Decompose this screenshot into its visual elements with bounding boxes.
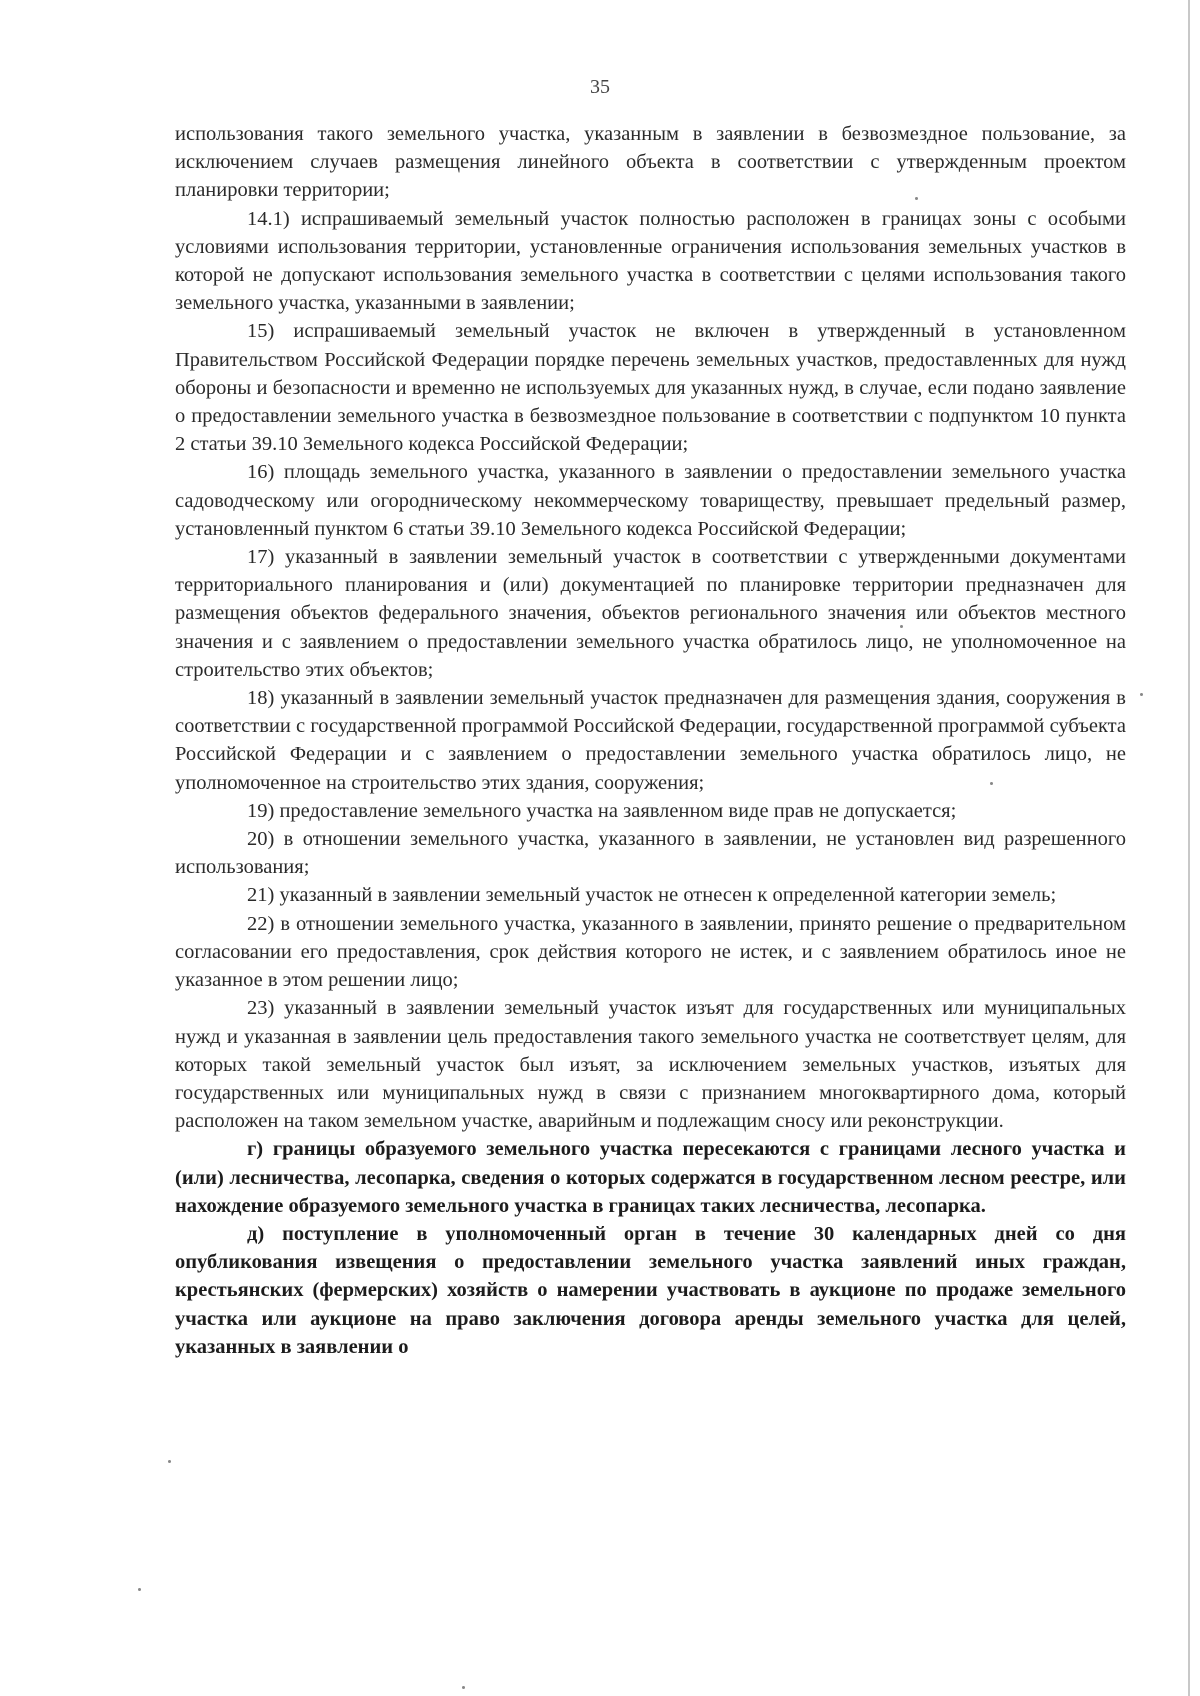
- scan-edge-line: [1188, 0, 1190, 1696]
- scan-speck: [138, 1588, 141, 1591]
- paragraph-17: 17) указанный в заявлении земельный участок в соответствии с утвержденными документами территориального планирования и (или) документацией по планировке территории предназначен для размещения объектов федерального значения, объектов регионального значения или объектов местного значения и с заявлением о предоставлении земельного участка обратилось лицо, не уполномоченное на строительство этих объектов;: [175, 546, 1126, 681]
- paragraph-22: 22) в отношении земельного участка, указанного в заявлении, принято решение о предварительном согласовании его предоставления, срок действия которого не истек, и с заявлением обратилось иное не указанное в этом решении лицо;: [175, 912, 1126, 992]
- scan-speck: [1140, 693, 1143, 696]
- paragraph-14-1: 14.1) испрашиваемый земельный участок полностью расположен в границах зоны с особыми условиями использования территории, установленные ограничения использования земельных участков в которой не допускают использования земельного участка в соответствии с целями использования такого земельного участка, указанными в заявлении;: [175, 207, 1126, 315]
- paragraph-continuation: использования такого земельного участка, указанным в заявлении в безвозмездное пользование, за исключением случаев размещения линейного объекта в соответствии с утвержденным проектом планировки территории;: [175, 123, 1126, 202]
- paragraph-g: г) границы образуемого земельного участка пересекаются с границами лесного участка и (или) лесничества, лесопарка, сведения о которых содержатся в государственном лесном реестре, или нахождение образуемого земельного участка в границах таких лесничества, лесопарка.: [175, 1138, 1126, 1217]
- page-number: 35: [590, 76, 610, 98]
- document-body: [175, 120, 1126, 1361]
- scan-speck: [900, 625, 903, 628]
- scan-speck: [462, 1686, 465, 1689]
- paragraph-18: 18) указанный в заявлении земельный участок предназначен для размещения здания, сооружения в соответствии с государственной программой Российской Федерации, государственной программой субъекта Российской Федерации и с заявлением о предоставлении земельного участка обратилось лицо, не уполномоченное на строительство этих здания, сооружения;: [175, 687, 1126, 794]
- paragraph-21: 21) указанный в заявлении земельный участок не отнесен к определенной категории земель;: [247, 884, 1057, 907]
- paragraph-20: 20) в отношении земельного участка, указанного в заявлении, не установлен вид разрешенного использования;: [175, 828, 1126, 879]
- paragraph-15: 15) испрашиваемый земельный участок не включен в утвержденный в установленном Правительством Российской Федерации порядке перечень земельных участков, предоставленных для нужд обороны и безопасности и временно не используемых для указанных нужд, в случае, если подано заявление о предоставлении земельного участка в безвозмездное пользование в соответствии с подпунктом 10 пункта 2 статьи 39.10 Земельного кодекса Российской Федерации;: [175, 320, 1126, 456]
- paragraph-d: д) поступление в уполномоченный орган в течение 30 календарных дней со дня опубликования извещения о предоставлении земельного участка заявлений иных граждан, крестьянских (фермерских) хозяйств о намерении участвовать в аукционе по продаже земельного участка или аукционе на право заключения договора аренды земельного участка для целей, указанных в заявлении о: [175, 1222, 1126, 1358]
- scan-speck: [168, 1460, 171, 1463]
- scan-speck: [990, 782, 993, 785]
- paragraph-23: 23) указанный в заявлении земельный участок изъят для государственных или муниципальных нужд и указанная в заявлении цель предоставления такого земельного участка не соответствует целям, для которых такой земельный участок был изъят, за исключением земельных участков, изъятых для государственных или муниципальных нужд в связи с признанием многоквартирного дома, который расположен на таком земельном участке, аварийным и подлежащим сносу или реконструкции.: [175, 997, 1126, 1133]
- paragraph-16: 16) площадь земельного участка, указанного в заявлении о предоставлении земельного участка садоводческому или огородническому некоммерческому товариществу, превышает предельный размер, установленный пунктом 6 статьи 39.10 Земельного кодекса Российской Федерации;: [175, 461, 1126, 540]
- paragraph-19: 19) предоставление земельного участка на заявленном виде прав не допускается;: [247, 799, 957, 822]
- scan-speck: [915, 197, 918, 200]
